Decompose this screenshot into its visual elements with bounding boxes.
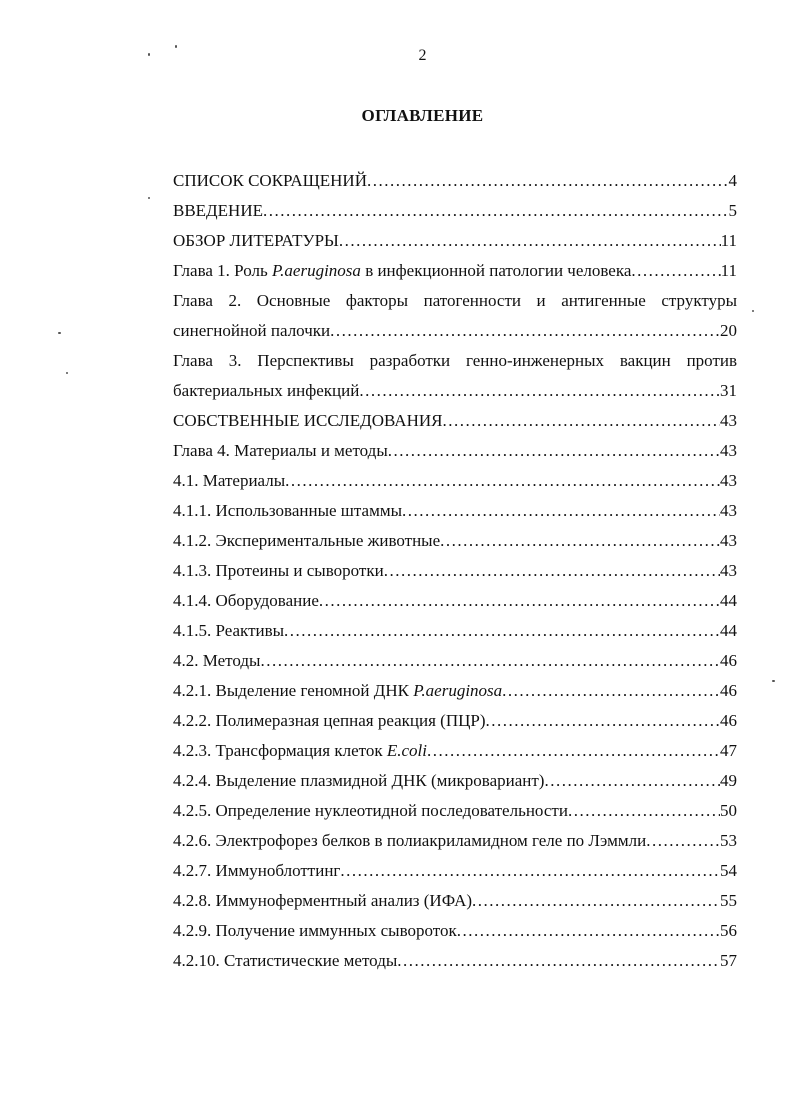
dot-leader xyxy=(427,736,720,766)
toc-title: ОГЛАВЛЕНИЕ xyxy=(361,106,484,125)
toc-entry-chapter-1 xyxy=(173,256,737,286)
toc-entry-abbreviations xyxy=(173,166,737,196)
toc-entry-page: 46 xyxy=(720,681,737,700)
toc-entry-title xyxy=(173,256,631,286)
dot-leader xyxy=(397,946,720,976)
toc-entry-page: 50 xyxy=(720,801,737,820)
toc-entry-title: 4.2.5. Определение нуклеотидной последовательности xyxy=(173,801,568,820)
title-text: Глава 1. Роль xyxy=(173,261,272,280)
toc-entry-title: 4.2.8. Иммуноферментный анализ (ИФА) xyxy=(173,891,473,910)
toc-entry-title: 4.2.2. Полимеразная цепная реакция (ПЦР) xyxy=(173,711,486,730)
toc-entry-introduction xyxy=(173,196,737,226)
toc-entry-4-2-2 xyxy=(173,706,737,736)
toc-entry-title xyxy=(173,676,502,706)
toc-entry-page: 11 xyxy=(720,231,737,250)
title-text: 4.2.3. Трансформация клеток xyxy=(173,741,387,760)
toc-entry-page: 43 xyxy=(720,411,737,430)
dot-leader xyxy=(330,316,720,346)
scan-speck xyxy=(148,53,150,56)
toc-entry-page: 43 xyxy=(720,531,737,550)
toc-entry-page: 46 xyxy=(720,711,737,730)
toc-entry-4-2 xyxy=(173,646,737,676)
toc-entry-title: 4.1.4. Оборудование xyxy=(173,591,319,610)
dot-leader xyxy=(631,256,720,286)
scan-speck xyxy=(772,680,775,682)
dot-leader xyxy=(388,436,720,466)
title-italic: P.aeruginosa xyxy=(271,261,361,280)
toc-entry-4-2-4 xyxy=(173,766,737,796)
title-italic: P.aeruginosa xyxy=(413,681,503,700)
toc-entry-4-1-3 xyxy=(173,556,737,586)
toc-entry-own-research xyxy=(173,406,737,436)
dot-leader xyxy=(472,886,720,916)
toc-entry-page: 43 xyxy=(720,471,737,490)
dot-leader xyxy=(486,706,720,736)
toc-entry-page: 5 xyxy=(728,201,737,220)
toc-entry-title xyxy=(173,736,427,766)
toc-entry-4-2-8 xyxy=(173,886,737,916)
toc-entry-title: 4.1.2. Экспериментальные животные xyxy=(173,531,441,550)
toc-entry-page: 49 xyxy=(720,771,737,790)
toc-entry-page: 20 xyxy=(720,321,737,340)
dot-leader xyxy=(263,196,729,226)
dot-leader xyxy=(440,526,720,556)
toc-entry-title: Глава 2. Основные факторы патогенности и антигенные структуры xyxy=(173,291,737,310)
toc-entry-title: СПИСОК СОКРАЩЕНИЙ xyxy=(173,171,367,190)
dot-leader xyxy=(568,796,720,826)
toc-entry-title: 4.2.10. Статистические методы xyxy=(173,951,398,970)
dot-leader xyxy=(442,406,720,436)
dot-leader xyxy=(384,556,720,586)
toc-entry-page: 55 xyxy=(720,891,737,910)
toc-entry-title: 4.1.3. Протеины и сыворотки xyxy=(173,561,384,580)
dot-leader xyxy=(284,616,720,646)
toc-entry-page: 4 xyxy=(728,171,737,190)
toc-entry-chapter-4 xyxy=(173,436,737,466)
toc-entry-literature-review xyxy=(173,226,737,256)
toc-entry-4-2-3 xyxy=(173,736,737,766)
toc-entry-title: 4.1. Материалы xyxy=(173,471,286,490)
scan-speck xyxy=(148,197,150,199)
title-text: в инфекционной патологии человека xyxy=(360,261,632,280)
dot-leader xyxy=(319,586,720,616)
toc-entry-title: 4.2.7. Иммуноблоттинг xyxy=(173,861,341,880)
toc-entry-page: 44 xyxy=(720,621,737,640)
toc-entry-page: 56 xyxy=(720,921,737,940)
toc-entry-page: 47 xyxy=(720,741,737,760)
dot-leader xyxy=(260,646,720,676)
toc-entry-4-2-9 xyxy=(173,916,737,946)
toc-entry-page: 57 xyxy=(720,951,737,970)
toc-entry-title: Глава 3. Перспективы разработки генно-инженерных вакцин против xyxy=(173,351,737,370)
scan-speck xyxy=(752,310,754,312)
scan-speck xyxy=(175,45,177,48)
title-text: 4.2.1. Выделение геномной ДНК xyxy=(173,681,414,700)
toc-entry-chapter-2 xyxy=(173,286,737,346)
toc-entry-4-2-7 xyxy=(173,856,737,886)
dot-leader xyxy=(367,166,729,196)
title-italic: E.coli xyxy=(386,741,427,760)
toc-entry-page: 43 xyxy=(720,501,737,520)
toc-entry-4-1-2 xyxy=(173,526,737,556)
dot-leader xyxy=(502,676,720,706)
toc-entry-title: 4.2.4. Выделение плазмидной ДНК (микровариант) xyxy=(173,771,545,790)
toc-entry-page: 11 xyxy=(720,261,737,280)
toc-entry-page: 43 xyxy=(720,561,737,580)
toc-entry-4-1-1 xyxy=(173,496,737,526)
toc-entry-title: 4.1.1. Использованные штаммы xyxy=(173,501,403,520)
dot-leader xyxy=(457,916,720,946)
toc-entry-title: 4.1.5. Реактивы xyxy=(173,621,285,640)
toc-entry-page: 43 xyxy=(720,441,737,460)
scan-speck xyxy=(58,332,61,334)
toc-entry-page: 31 xyxy=(720,381,737,400)
toc-entry-page: 53 xyxy=(720,831,737,850)
dot-leader xyxy=(339,226,721,256)
dot-leader xyxy=(285,466,720,496)
scan-speck xyxy=(66,372,68,374)
toc-entry-title-cont: синегнойной палочки xyxy=(173,321,331,340)
toc-entry-page: 54 xyxy=(720,861,737,880)
page-number: 2 xyxy=(418,47,427,64)
table-of-contents xyxy=(173,166,737,976)
dot-leader xyxy=(359,376,720,406)
toc-entry-4-2-6 xyxy=(173,826,737,856)
toc-entry-title: 4.2.6. Электрофорез белков в полиакриламидном геле по Лэммли xyxy=(173,831,647,850)
toc-entry-title: ОБЗОР ЛИТЕРАТУРЫ xyxy=(173,231,339,250)
toc-entry-title: 4.2. Методы xyxy=(173,651,261,670)
dot-leader xyxy=(402,496,720,526)
toc-entry-title-cont: бактериальных инфекций xyxy=(173,381,360,400)
toc-entry-title: ВВЕДЕНИЕ xyxy=(173,201,263,220)
toc-entry-4-2-10 xyxy=(173,946,737,976)
dot-leader xyxy=(646,826,720,856)
dot-leader xyxy=(340,856,720,886)
toc-entry-title: 4.2.9. Получение иммунных сывороток xyxy=(173,921,457,940)
toc-entry-4-1 xyxy=(173,466,737,496)
toc-entry-4-2-1 xyxy=(173,676,737,706)
toc-entry-page: 46 xyxy=(720,651,737,670)
toc-entry-4-1-5 xyxy=(173,616,737,646)
toc-entry-title: Глава 4. Материалы и методы xyxy=(173,441,388,460)
toc-entry-4-2-5 xyxy=(173,796,737,826)
toc-entry-page: 44 xyxy=(720,591,737,610)
toc-entry-chapter-3 xyxy=(173,346,737,406)
dot-leader xyxy=(544,766,720,796)
toc-entry-title: СОБСТВЕННЫЕ ИССЛЕДОВАНИЯ xyxy=(173,411,443,430)
toc-entry-4-1-4 xyxy=(173,586,737,616)
